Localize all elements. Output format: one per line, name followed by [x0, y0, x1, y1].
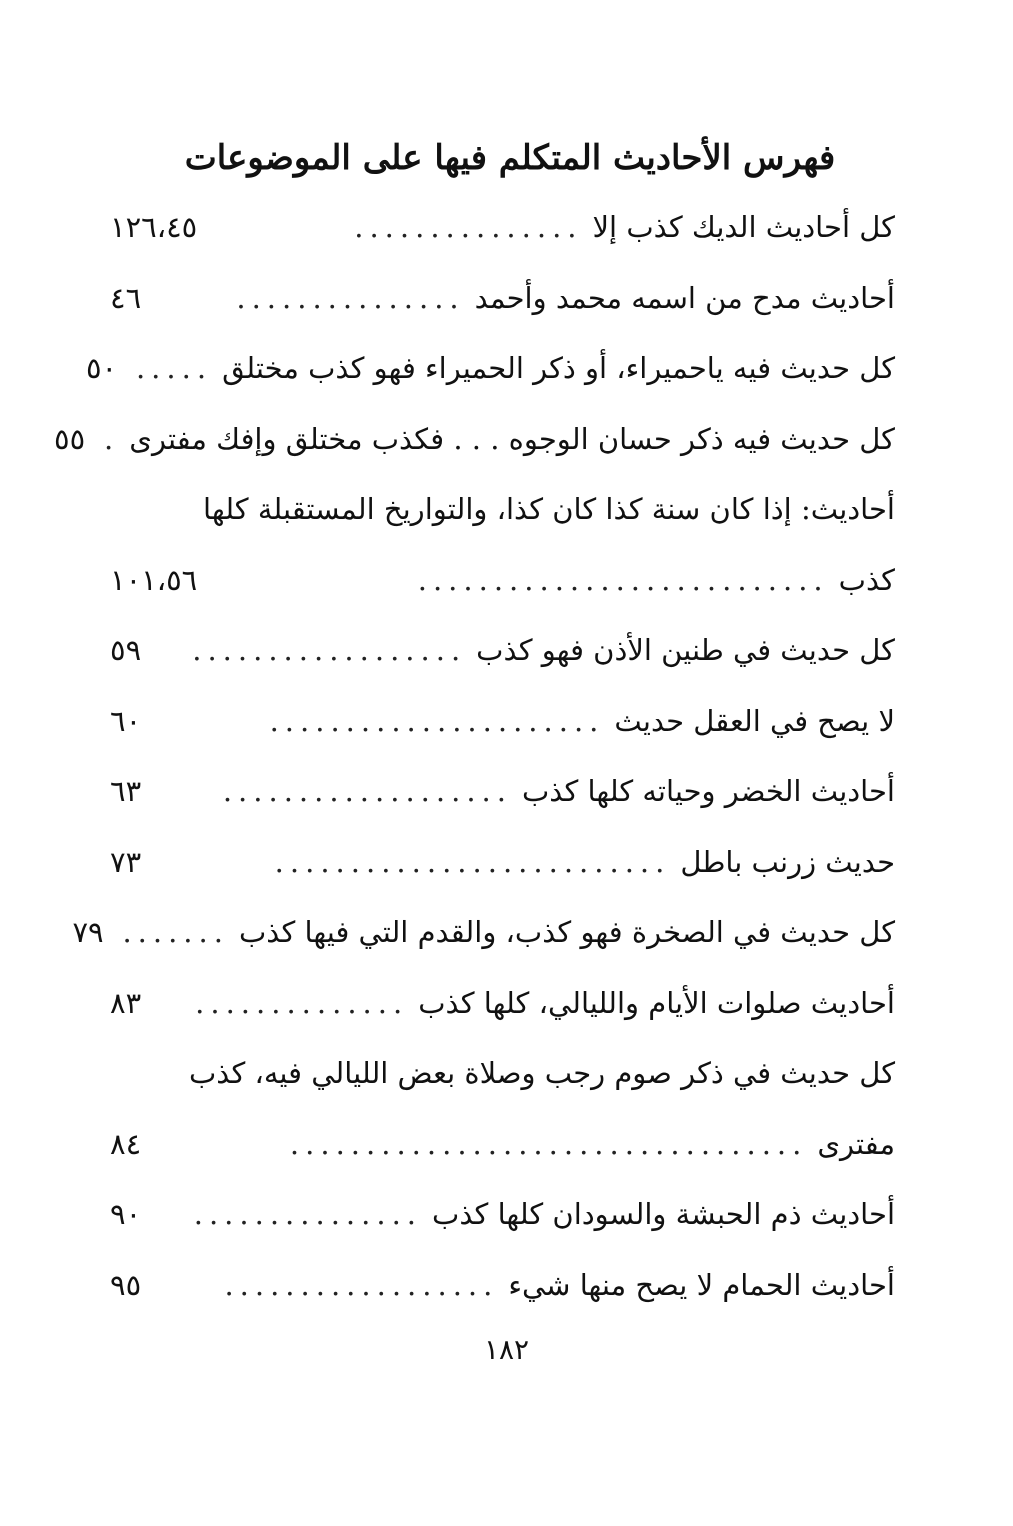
entry-text: كل حديث فيه ذكر حسان الوجوه . . . فكذب مختلق وإفك مفترى [129, 421, 895, 456]
entry-leader-dots: .................. [224, 1267, 499, 1302]
index-entry [110, 615, 895, 686]
entry-leader-dots: .............. [195, 985, 409, 1020]
page-number: ١٨٢ [483, 1333, 530, 1366]
index-entry [110, 263, 895, 334]
index-entry [110, 756, 895, 827]
index-entry [110, 1250, 895, 1321]
index-entry [110, 1109, 895, 1180]
index-entry [54, 404, 895, 475]
entry-leader-dots: ...................... [269, 703, 605, 738]
entry-text: كل حديث في ذكر صوم رجب وصلاة بعض الليالي فيه، كذب [188, 1056, 895, 1091]
entry-text: أحاديث: إذا كان سنة كذا كان كذا، والتواريخ المستقبلة كلها [203, 492, 895, 527]
entry-text: كل حديث في الصخرة فهو كذب، والقدم التي فيها كذب [238, 915, 895, 950]
page-title: فهرس الأحاديث المتكلم فيها على الموضوعات [184, 138, 836, 178]
entry-leader-dots: ..... [135, 351, 213, 386]
entry-text: حديث زرنب باطل [680, 844, 895, 879]
index-entry [110, 968, 895, 1039]
entry-page-number: ٥٠ [85, 351, 118, 386]
index-list [54, 192, 895, 1320]
entry-text: أحاديث صلوات الأيام والليالي، كلها كذب [418, 985, 895, 1020]
entry-page-number: ٩٠ [110, 1197, 142, 1232]
entry-text: أحاديث ذم الحبشة والسودان كلها كذب [432, 1197, 895, 1232]
entry-page-number: ١٠١،٥٦ [110, 562, 198, 597]
entry-leader-dots: .................. [192, 633, 467, 668]
entry-text: مفترى [817, 1126, 895, 1161]
entry-text: كل حديث في طنين الأذن فهو كذب [476, 633, 895, 668]
entry-leader-dots: ........................... [417, 562, 829, 597]
index-entry [110, 474, 895, 545]
index-entry [110, 545, 895, 616]
entry-page-number: ٧٣ [110, 844, 142, 879]
entry-text: كل أحاديث الديك كذب إلا [592, 210, 895, 245]
entry-text: أحاديث مدح من اسمه محمد وأحمد [474, 280, 895, 315]
entry-page-number: ٥٩ [110, 633, 142, 668]
entry-page-number: ٨٤ [110, 1126, 142, 1161]
entry-page-number: ٤٦ [110, 280, 142, 315]
entry-text: كل حديث فيه ياحميراء، أو ذكر الحميراء فهو كذب مختلق [222, 351, 895, 386]
entry-text: أحاديث الحمام لا يصح منها شيء [508, 1267, 895, 1302]
entry-page-number: ٧٩ [72, 915, 104, 950]
entry-leader-dots: ............... [193, 1197, 423, 1232]
index-entry [85, 333, 895, 404]
entry-leader-dots: .......................... [274, 844, 671, 879]
index-entry [110, 686, 895, 757]
entry-leader-dots: ............... [354, 210, 583, 245]
entry-page-number: ٨٣ [110, 985, 142, 1020]
index-entry [110, 827, 895, 898]
entry-text: لا يصح في العقل حديث [614, 703, 895, 738]
entry-leader-dots: .................................. [289, 1126, 808, 1161]
entry-text: أحاديث الخضر وحياته كلها كذب [522, 774, 895, 809]
entry-page-number: ٦٠ [110, 703, 142, 738]
entry-page-number: ٩٥ [110, 1267, 142, 1302]
index-entry [110, 1038, 895, 1109]
entry-page-number: ٥٥ [54, 421, 86, 456]
index-entry [110, 192, 895, 263]
entry-leader-dots: . [104, 421, 120, 456]
entry-page-number: ٦٣ [110, 774, 142, 809]
index-entry [72, 897, 895, 968]
entry-leader-dots: ................... [222, 774, 512, 809]
entry-page-number: ١٢٦،٤٥ [110, 210, 198, 245]
entry-leader-dots: ............... [236, 280, 465, 315]
entry-text: كذب [838, 562, 895, 597]
index-entry [110, 1179, 895, 1250]
entry-leader-dots: ....... [122, 915, 229, 950]
